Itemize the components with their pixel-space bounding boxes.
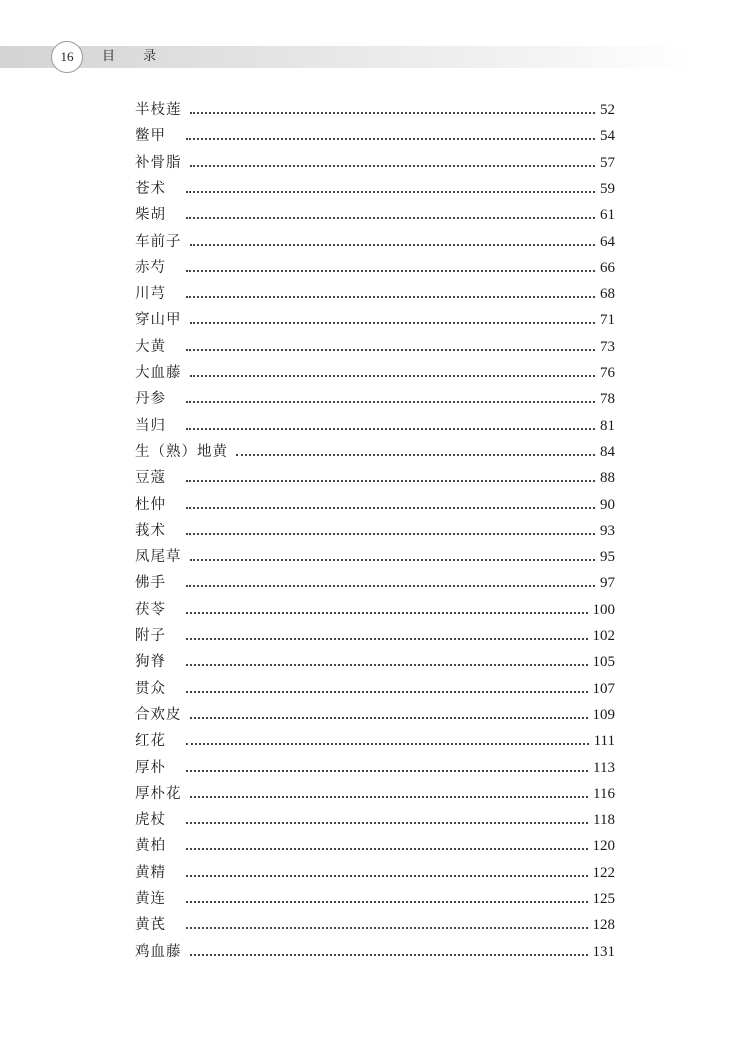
toc-entry[interactable] bbox=[0, 465, 730, 491]
toc-leader-dots bbox=[186, 822, 588, 824]
toc-entry-page: 81 bbox=[600, 417, 615, 434]
toc-leader-dots bbox=[190, 559, 596, 561]
toc-entry-page: 95 bbox=[600, 549, 615, 566]
toc-leader-dots bbox=[186, 349, 595, 351]
toc-leader-dots bbox=[186, 664, 588, 666]
toc-entry[interactable] bbox=[0, 702, 730, 728]
toc-entry-title: 鳖甲 bbox=[135, 128, 166, 145]
toc-entry-title: 黄精 bbox=[135, 864, 166, 881]
toc-entry[interactable] bbox=[0, 281, 730, 307]
toc-leader-dots bbox=[190, 244, 596, 246]
toc-entry-page: 76 bbox=[600, 365, 615, 381]
section-title: 目 录 bbox=[102, 49, 169, 64]
toc-entry[interactable] bbox=[0, 860, 730, 886]
toc-entry-title: 赤芍 bbox=[135, 259, 166, 276]
toc-entry-page: 97 bbox=[600, 575, 615, 592]
toc-entry-page: 107 bbox=[592, 680, 615, 697]
toc-entry-page: 125 bbox=[592, 891, 615, 907]
toc-entry-page: 128 bbox=[592, 917, 615, 934]
toc-entry[interactable] bbox=[0, 886, 730, 912]
toc-entry-title: 合欢皮 bbox=[135, 706, 182, 723]
toc-entry-page: 88 bbox=[600, 470, 615, 487]
toc-entry[interactable] bbox=[0, 623, 730, 649]
toc-entry-title: 车前子 bbox=[135, 233, 182, 250]
toc-leader-dots bbox=[186, 191, 595, 193]
toc-entry-title: 穿山甲 bbox=[135, 312, 182, 329]
toc-entry-title: 厚朴 bbox=[135, 759, 166, 776]
toc-entry[interactable] bbox=[0, 202, 730, 228]
toc-entry-page: 59 bbox=[600, 180, 615, 197]
toc-entry-page: 71 bbox=[600, 312, 615, 329]
toc-entry-title: 佛手 bbox=[135, 575, 166, 592]
toc-entry-title: 补骨脂 bbox=[135, 154, 182, 171]
toc-leader-dots bbox=[186, 296, 595, 298]
toc-entry[interactable] bbox=[0, 123, 730, 149]
toc-entry-title: 虎杖 bbox=[135, 812, 166, 829]
toc-leader-dots bbox=[186, 533, 595, 535]
toc-leader-dots bbox=[186, 875, 588, 877]
toc-entry-title: 大血藤 bbox=[135, 365, 182, 381]
toc-entry[interactable] bbox=[0, 649, 730, 675]
toc-entry-title: 鸡血藤 bbox=[135, 943, 182, 960]
toc-entry[interactable] bbox=[0, 176, 730, 202]
toc-entry-title: 生（熟）地黄 bbox=[135, 443, 228, 460]
toc-entry-page: 116 bbox=[593, 785, 615, 802]
toc-entry-page: 54 bbox=[600, 128, 615, 145]
toc-entry-page: 68 bbox=[600, 286, 615, 303]
toc-leader-dots bbox=[190, 796, 589, 798]
toc-entry[interactable] bbox=[0, 833, 730, 859]
toc-entry-title: 当归 bbox=[135, 417, 166, 434]
toc-entry-page: 100 bbox=[592, 601, 615, 618]
toc-entry[interactable] bbox=[0, 755, 730, 781]
toc-entry-title: 凤尾草 bbox=[135, 549, 182, 566]
toc-entry-title: 贯众 bbox=[135, 680, 166, 697]
toc-entry-page: 84 bbox=[600, 443, 615, 460]
toc-entry[interactable] bbox=[0, 413, 730, 439]
toc-leader-dots bbox=[190, 375, 596, 377]
toc-leader-dots bbox=[186, 743, 589, 745]
toc-entry[interactable] bbox=[0, 939, 730, 965]
toc-entry-title: 厚朴花 bbox=[135, 785, 182, 802]
toc-entry-title: 黄芪 bbox=[135, 917, 166, 934]
toc-entry[interactable] bbox=[0, 676, 730, 702]
toc-entry[interactable] bbox=[0, 386, 730, 412]
toc-entry[interactable] bbox=[0, 307, 730, 333]
toc-leader-dots bbox=[186, 138, 595, 140]
toc-entry-page: 111 bbox=[593, 733, 615, 750]
toc-entry-page: 118 bbox=[593, 812, 615, 829]
toc-entry[interactable] bbox=[0, 229, 730, 255]
toc-entry[interactable] bbox=[0, 360, 730, 386]
toc-entry-title: 丹参 bbox=[135, 391, 166, 408]
toc-entry-page: 64 bbox=[600, 233, 615, 250]
toc-leader-dots bbox=[236, 454, 595, 456]
toc-entry[interactable] bbox=[0, 255, 730, 281]
toc-leader-dots bbox=[186, 428, 595, 430]
toc-leader-dots bbox=[186, 770, 588, 772]
toc-entry-title: 黄柏 bbox=[135, 838, 166, 855]
toc-entry-page: 52 bbox=[600, 102, 615, 118]
toc-entry[interactable] bbox=[0, 544, 730, 570]
toc-entry-title: 川芎 bbox=[135, 286, 166, 303]
toc-leader-dots bbox=[190, 954, 588, 956]
toc-entry-page: 109 bbox=[592, 706, 615, 723]
toc-entry[interactable] bbox=[0, 492, 730, 518]
toc-entry[interactable] bbox=[0, 97, 730, 123]
toc-entry-title: 黄连 bbox=[135, 891, 166, 907]
toc-leader-dots bbox=[186, 691, 588, 693]
toc-entry-title: 大黄 bbox=[135, 338, 166, 355]
toc-entry-page: 105 bbox=[592, 654, 615, 671]
toc-leader-dots bbox=[190, 717, 588, 719]
toc-entry-page: 93 bbox=[600, 522, 615, 539]
toc-leader-dots bbox=[186, 270, 595, 272]
toc-entry-title: 杜仲 bbox=[135, 496, 166, 513]
toc-entry-page: 131 bbox=[592, 943, 615, 960]
toc-leader-dots bbox=[186, 217, 595, 219]
toc-entry[interactable] bbox=[0, 781, 730, 807]
toc-entry[interactable] bbox=[0, 597, 730, 623]
toc-entry-page: 78 bbox=[600, 391, 615, 408]
toc-leader-dots bbox=[186, 638, 588, 640]
toc-entry-title: 豆蔻 bbox=[135, 470, 166, 487]
toc-leader-dots bbox=[186, 612, 588, 614]
toc-entry[interactable] bbox=[0, 334, 730, 360]
toc-entry[interactable] bbox=[0, 518, 730, 544]
toc-entry-title: 苍术 bbox=[135, 180, 166, 197]
toc-entry-page: 102 bbox=[592, 628, 615, 644]
toc-entry-page: 73 bbox=[600, 338, 615, 355]
toc-entry[interactable] bbox=[0, 728, 730, 754]
toc-leader-dots bbox=[186, 507, 595, 509]
toc-entry[interactable] bbox=[0, 439, 730, 465]
toc-entry[interactable] bbox=[0, 150, 730, 176]
toc-entry[interactable] bbox=[0, 807, 730, 833]
toc-leader-dots bbox=[186, 901, 588, 903]
toc-leader-dots bbox=[190, 322, 596, 324]
toc-leader-dots bbox=[186, 848, 588, 850]
toc-entry-page: 61 bbox=[600, 207, 615, 224]
toc-entry-title: 半枝莲 bbox=[135, 102, 182, 118]
toc-entry-title: 红花 bbox=[135, 733, 166, 750]
toc-entry-page: 57 bbox=[600, 154, 615, 171]
toc-entry-page: 113 bbox=[593, 759, 615, 776]
toc-leader-dots bbox=[186, 927, 588, 929]
toc-entry-page: 120 bbox=[592, 838, 615, 855]
toc-leader-dots bbox=[190, 165, 596, 167]
page-number: 16 bbox=[51, 41, 83, 73]
toc-leader-dots bbox=[186, 480, 595, 482]
toc-leader-dots bbox=[190, 112, 596, 114]
toc-entry-title: 茯苓 bbox=[135, 601, 166, 618]
toc-leader-dots bbox=[186, 401, 595, 403]
toc-entry-page: 66 bbox=[600, 259, 615, 276]
toc-leader-dots bbox=[186, 585, 595, 587]
toc-entry-title: 莪术 bbox=[135, 522, 166, 539]
toc-entry-title: 附子 bbox=[135, 628, 166, 644]
toc-entry-page: 90 bbox=[600, 496, 615, 513]
toc-entry-title: 狗脊 bbox=[135, 654, 166, 671]
toc-entry-title: 柴胡 bbox=[135, 207, 166, 224]
toc-entry-page: 122 bbox=[592, 864, 615, 881]
toc-entry[interactable] bbox=[0, 570, 730, 596]
toc-entry[interactable] bbox=[0, 912, 730, 938]
